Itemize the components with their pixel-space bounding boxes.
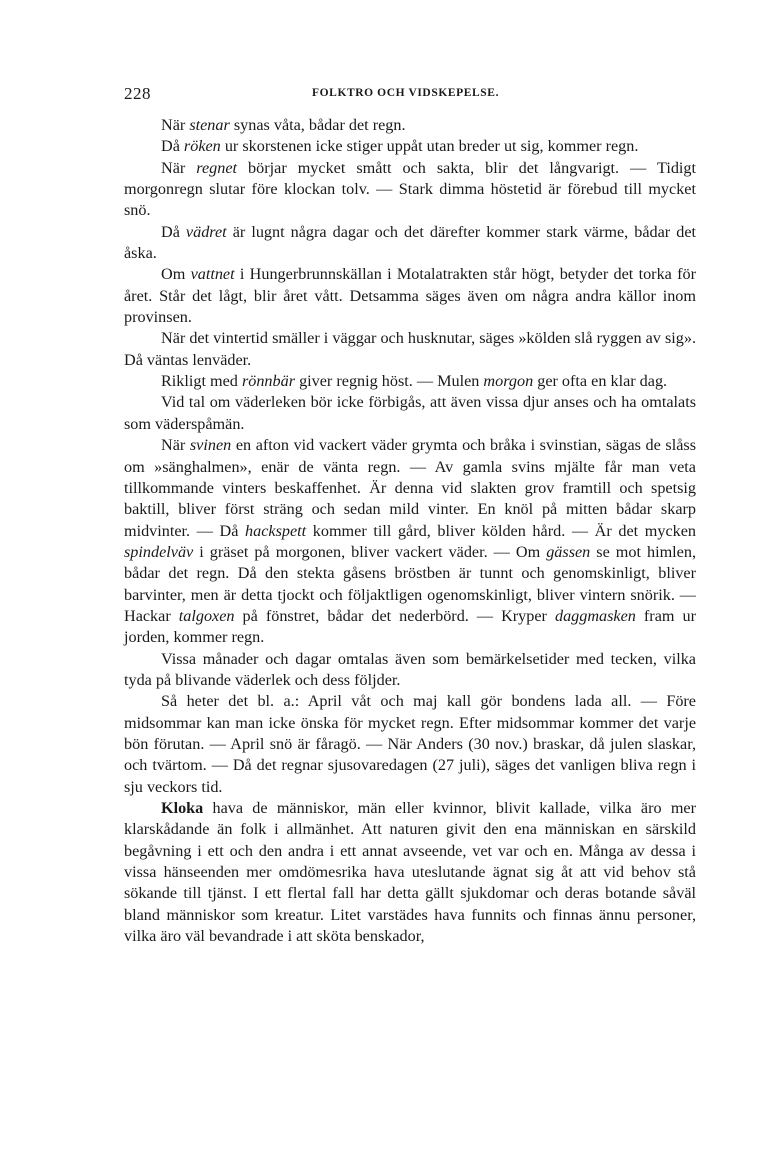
paragraph [124, 222, 696, 265]
text-run: ur skorstenen icke stiger uppåt utan breder ut sig, kommer regn. [220, 137, 639, 156]
italic-term: svinen [189, 436, 232, 455]
text-run: i Hungerbrunnskällan i Motalatrakten står högt, betyder det torka för året. Står det lågt, blir året vått. Detsamma säges även om några andra källor inom provinsen. [124, 265, 696, 327]
italic-term: gässen [546, 542, 591, 561]
italic-term: hackspett [245, 521, 307, 540]
text-run: i gräset på morgonen, bliver vackert väder. — Om [193, 542, 547, 561]
body-text [124, 115, 696, 947]
italic-term: morgon [483, 372, 534, 391]
italic-term: vädret [185, 222, 227, 241]
paragraph [124, 392, 696, 435]
text-run: är lugnt några dagar och det därefter kommer stark värme, bådar det åska. [124, 222, 697, 263]
text-run: När det vintertid smäller i väggar och husknutar, säges »kölden slå ryggen av sig». Då väntas lenväder. [124, 329, 696, 369]
text-run: När [161, 436, 190, 455]
page-number: 228 [124, 84, 151, 103]
text-run: ger ofta en klar dag. [533, 372, 668, 391]
text-run: hava de människor, män eller kvinnor, blivit kallade, vilka äro mer klarskådande än folk i allmänhet. Att naturen givit den ena människan en särskild begåvning i ett och den andra i ett annat avseende, vet var och en. Många av dessa i vissa hänseenden mer omdömesrika hava uteslutande ägnat sig åt att vid behov stå sökande till tjänst. I ett flertal fall har detta gällt sjukdomar och deras botande såväl bland människor som kreatur. Litet varstädes hava funnits och finnas ännu personer, vilka äro väl bevandrade i att sköta benskador, [124, 799, 696, 946]
text-run: När [161, 116, 190, 134]
text-run: en afton vid vackert väder grymta och bråka i svinstian, sägas de slåss om »sänghalmen», enär de vänta regn. — Av gamla svins mjälte får man veta tillkommande vinters beskaffenhet. Är denna vid slakten grov framtill och spetsig baktill, bliver först sträng och sedan mild vinter. En knöl på mitten bådar skarp midvinter. — Då [124, 436, 697, 540]
paragraph [124, 435, 696, 648]
text-run: Om [161, 265, 191, 284]
italic-term: daggmasken [554, 606, 636, 625]
text-run: se mot himlen, bådar det regn. Då den stekta gåsens bröstben är tunnt och genomskinligt, bliver barvinter, men är detta tjockt och följaktligen ogenomskinligt, bliver vintern snörik. — Hackar [124, 542, 697, 625]
text-run: börjar mycket smått och sakta, blir det långvarigt. — Tidigt morgonregn slutar före klockan tolv. — Stark dimma höstetid är förebud till mycket snö. [124, 158, 697, 220]
text-run: Då [161, 137, 184, 156]
text-run: fram ur jorden, kommer regn. [124, 606, 696, 647]
italic-term: vattnet [190, 265, 235, 284]
italic-term: spindelväv [124, 542, 194, 561]
paragraph [124, 798, 696, 947]
text-run: När [161, 158, 197, 177]
text-run: Då [161, 222, 186, 241]
paragraph [124, 264, 696, 328]
italic-term: stenar [189, 116, 230, 134]
page-header [124, 84, 696, 106]
italic-term: talgoxen [178, 606, 235, 625]
paragraph [124, 691, 696, 798]
paragraph [124, 371, 696, 392]
paragraph [124, 115, 696, 136]
text-run: kommer till gård, bliver kölden hård. — Är det mycken [306, 521, 697, 540]
text-run: synas våta, bådar det regn. [229, 116, 406, 134]
italic-term: röken [183, 137, 221, 156]
paragraph [124, 649, 696, 692]
running-title: FOLKTRO OCH VIDSKEPELSE. [312, 87, 500, 99]
text-run: Så heter det bl. a.: April våt och maj kall gör bondens lada all. — Före midsommar kan man icke önska för mycket regn. Efter midsommar kommer det varje bön förutan. — April snö är fåragö. — När Anders (30 nov.) braskar, då julen slaskar, och tvärtom. — Då det regnar sjusovaredagen (27 juli), säges det vanligen bliva regn i sju veckors tid. [124, 692, 696, 796]
paragraph [124, 158, 696, 222]
text-run: på fönstret, bådar det nederbörd. — Kryper [234, 606, 555, 625]
bold-term: Kloka [161, 799, 204, 817]
text-run: Rikligt med [161, 372, 242, 391]
text-run: Vissa månader och dagar omtalas även som bemärkelsetider med tecken, vilka tyda på blivande väderlek och dess följder. [124, 649, 696, 689]
text-run: Vid tal om väderleken bör icke förbigås, att även vissa djur anses och ha omtalats som väderspåmän. [124, 393, 696, 433]
paragraph [124, 328, 696, 371]
italic-term: regnet [196, 158, 238, 177]
paragraph [124, 136, 696, 157]
italic-term: rönnbär [241, 372, 296, 391]
text-run: giver regnig höst. — Mulen [295, 372, 484, 391]
